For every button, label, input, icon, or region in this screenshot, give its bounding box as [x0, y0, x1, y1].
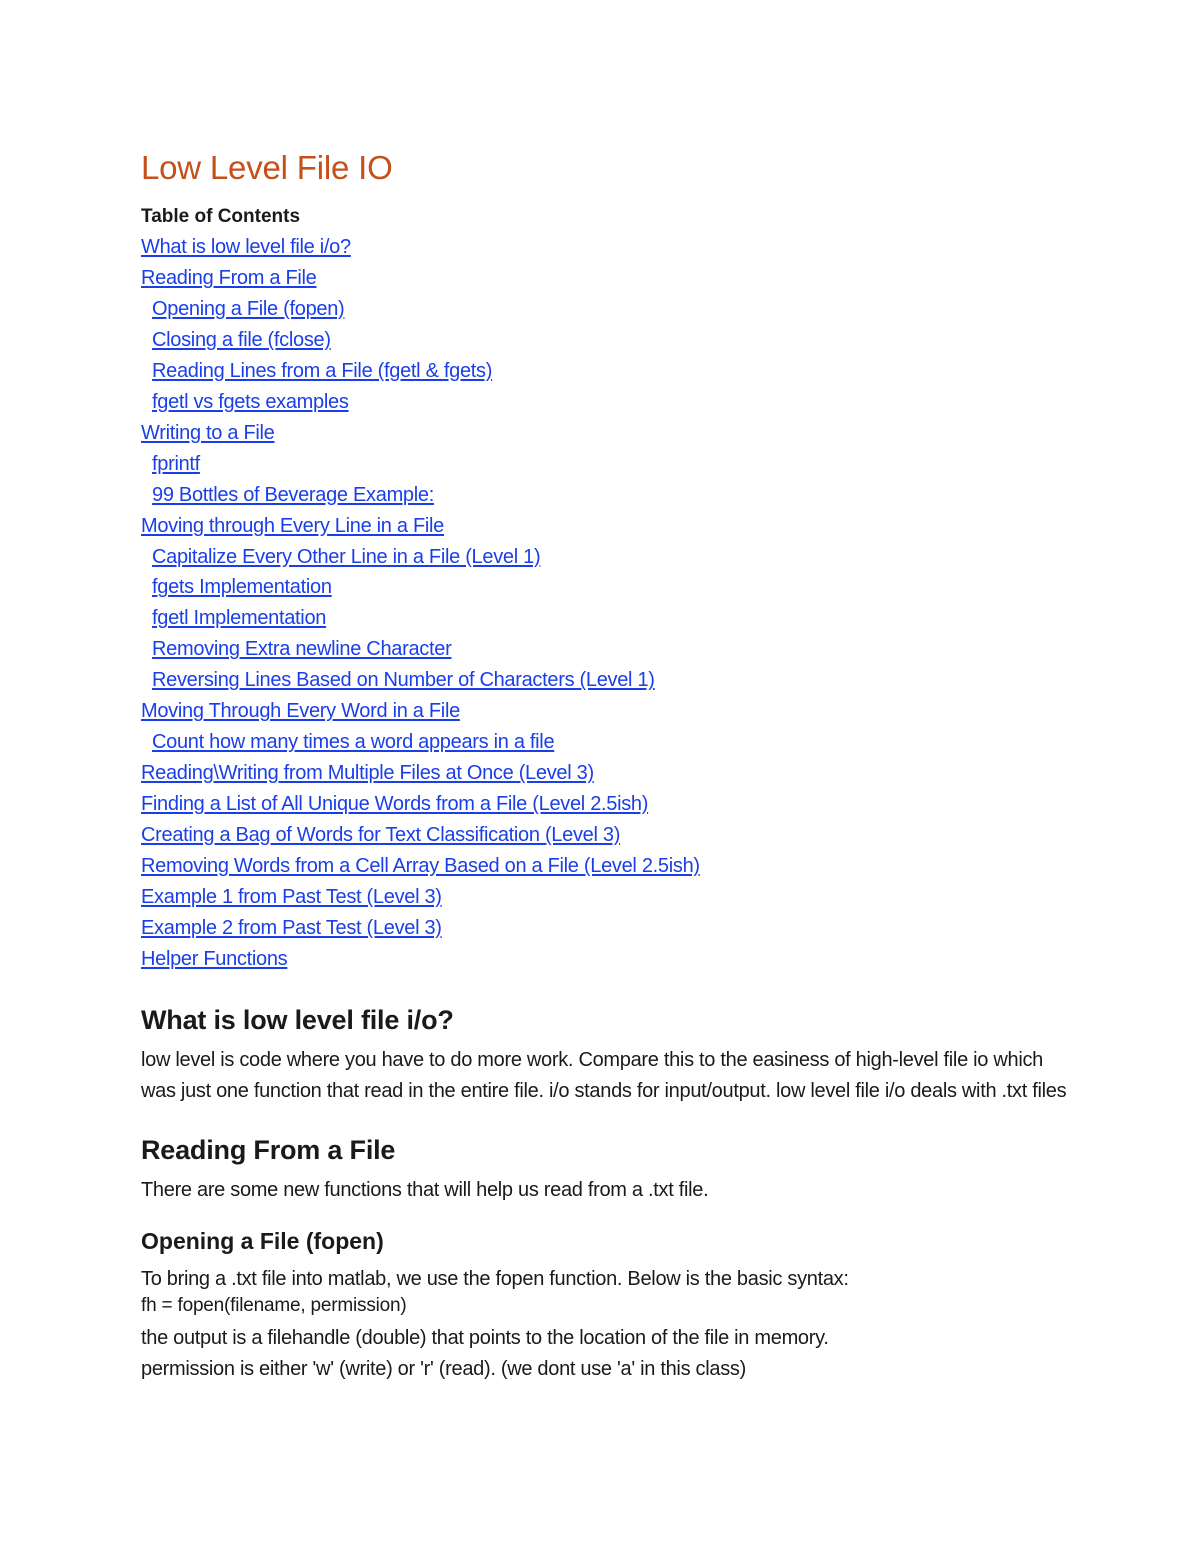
- section-heading-reading: Reading From a File: [141, 1134, 396, 1165]
- toc-link[interactable]: Reading\Writing from Multiple Files at Once (Level 3): [141, 762, 594, 785]
- toc-link[interactable]: Helper Functions: [141, 947, 288, 970]
- section-body-what-is: low level is code where you have to do more work. Compare this to the easiness of high-level file io which was just one function that read in the entire file. i/o stands for input/output. low level file i/o deals with .txt files: [141, 1048, 1067, 1102]
- toc-item: [141, 542, 1081, 573]
- toc-link[interactable]: Count how many times a word appears in a file: [152, 731, 555, 754]
- toc-link[interactable]: Closing a file (fclose): [152, 328, 331, 351]
- section-heading-what-is: What is low level file i/o?: [141, 1004, 454, 1035]
- toc-item: [141, 727, 1081, 758]
- toc-heading: Table of Contents: [141, 206, 301, 227]
- toc-item: [141, 944, 1081, 975]
- toc-item: [141, 387, 1081, 418]
- toc-item: [141, 511, 1081, 542]
- document-page: [141, 148, 1081, 1385]
- toc-item: [141, 665, 1081, 696]
- toc-link[interactable]: 99 Bottles of Beverage Example:: [152, 483, 434, 506]
- toc-item: [141, 418, 1081, 449]
- toc-item: [141, 696, 1081, 727]
- toc-item: [141, 572, 1081, 603]
- toc-link[interactable]: Reading Lines from a File (fgetl & fgets): [152, 359, 493, 382]
- opening-output-note: the output is a filehandle (double) that points to the location of the file in memory.: [141, 1326, 829, 1349]
- toc-link[interactable]: Reading From a File: [141, 266, 317, 289]
- toc-link[interactable]: Finding a List of All Unique Words from a File (Level 2.5ish): [141, 793, 649, 816]
- toc-link[interactable]: Creating a Bag of Words for Text Classification (Level 3): [141, 824, 621, 847]
- toc-item: [141, 356, 1081, 387]
- toc-item: [141, 603, 1081, 634]
- opening-intro: To bring a .txt file into matlab, we use the fopen function. Below is the basic syntax:: [141, 1267, 849, 1290]
- fopen-syntax: fh = fopen(filename, permission): [141, 1294, 407, 1316]
- toc-link[interactable]: Example 1 from Past Test (Level 3): [141, 886, 442, 909]
- document-title: Low Level File IO: [141, 149, 393, 186]
- toc-item: [141, 480, 1081, 511]
- toc-item: [141, 882, 1081, 913]
- toc-link[interactable]: Capitalize Every Other Line in a File (Level 1): [152, 545, 541, 568]
- toc-item: [141, 634, 1081, 665]
- toc-item: [141, 232, 1081, 263]
- toc-link[interactable]: fprintf: [152, 452, 200, 475]
- subsection-heading-opening: Opening a File (fopen): [141, 1227, 384, 1254]
- toc-link[interactable]: fgetl vs fgets examples: [152, 390, 349, 413]
- toc-item: [141, 851, 1081, 882]
- toc-link[interactable]: fgetl Implementation: [152, 607, 327, 630]
- section-body-reading: There are some new functions that will help us read from a .txt file.: [141, 1178, 709, 1201]
- toc-item: [141, 913, 1081, 944]
- toc-link[interactable]: Removing Extra newline Character: [152, 638, 452, 661]
- toc-link[interactable]: fgets Implementation: [152, 576, 332, 599]
- toc-link[interactable]: What is low level file i/o?: [141, 236, 351, 258]
- toc-item: [141, 789, 1081, 820]
- opening-permission-note: permission is either 'w' (write) or 'r' (read). (we dont use 'a' in this class): [141, 1357, 746, 1380]
- toc-link[interactable]: Opening a File (fopen): [152, 297, 345, 320]
- toc-link[interactable]: Writing to a File: [141, 421, 275, 444]
- toc-link[interactable]: Moving Through Every Word in a File: [141, 700, 460, 723]
- table-of-contents: [141, 232, 1081, 975]
- toc-item: [141, 263, 1081, 294]
- toc-link[interactable]: Moving through Every Line in a File: [141, 514, 444, 537]
- toc-item: [141, 294, 1081, 325]
- toc-item: [141, 449, 1081, 480]
- toc-item: [141, 758, 1081, 789]
- toc-item: [141, 325, 1081, 356]
- toc-item: [141, 820, 1081, 851]
- toc-link[interactable]: Removing Words from a Cell Array Based on a File (Level 2.5ish): [141, 855, 700, 878]
- toc-link[interactable]: Reversing Lines Based on Number of Characters (Level 1): [152, 669, 655, 692]
- toc-link[interactable]: Example 2 from Past Test (Level 3): [141, 916, 442, 939]
